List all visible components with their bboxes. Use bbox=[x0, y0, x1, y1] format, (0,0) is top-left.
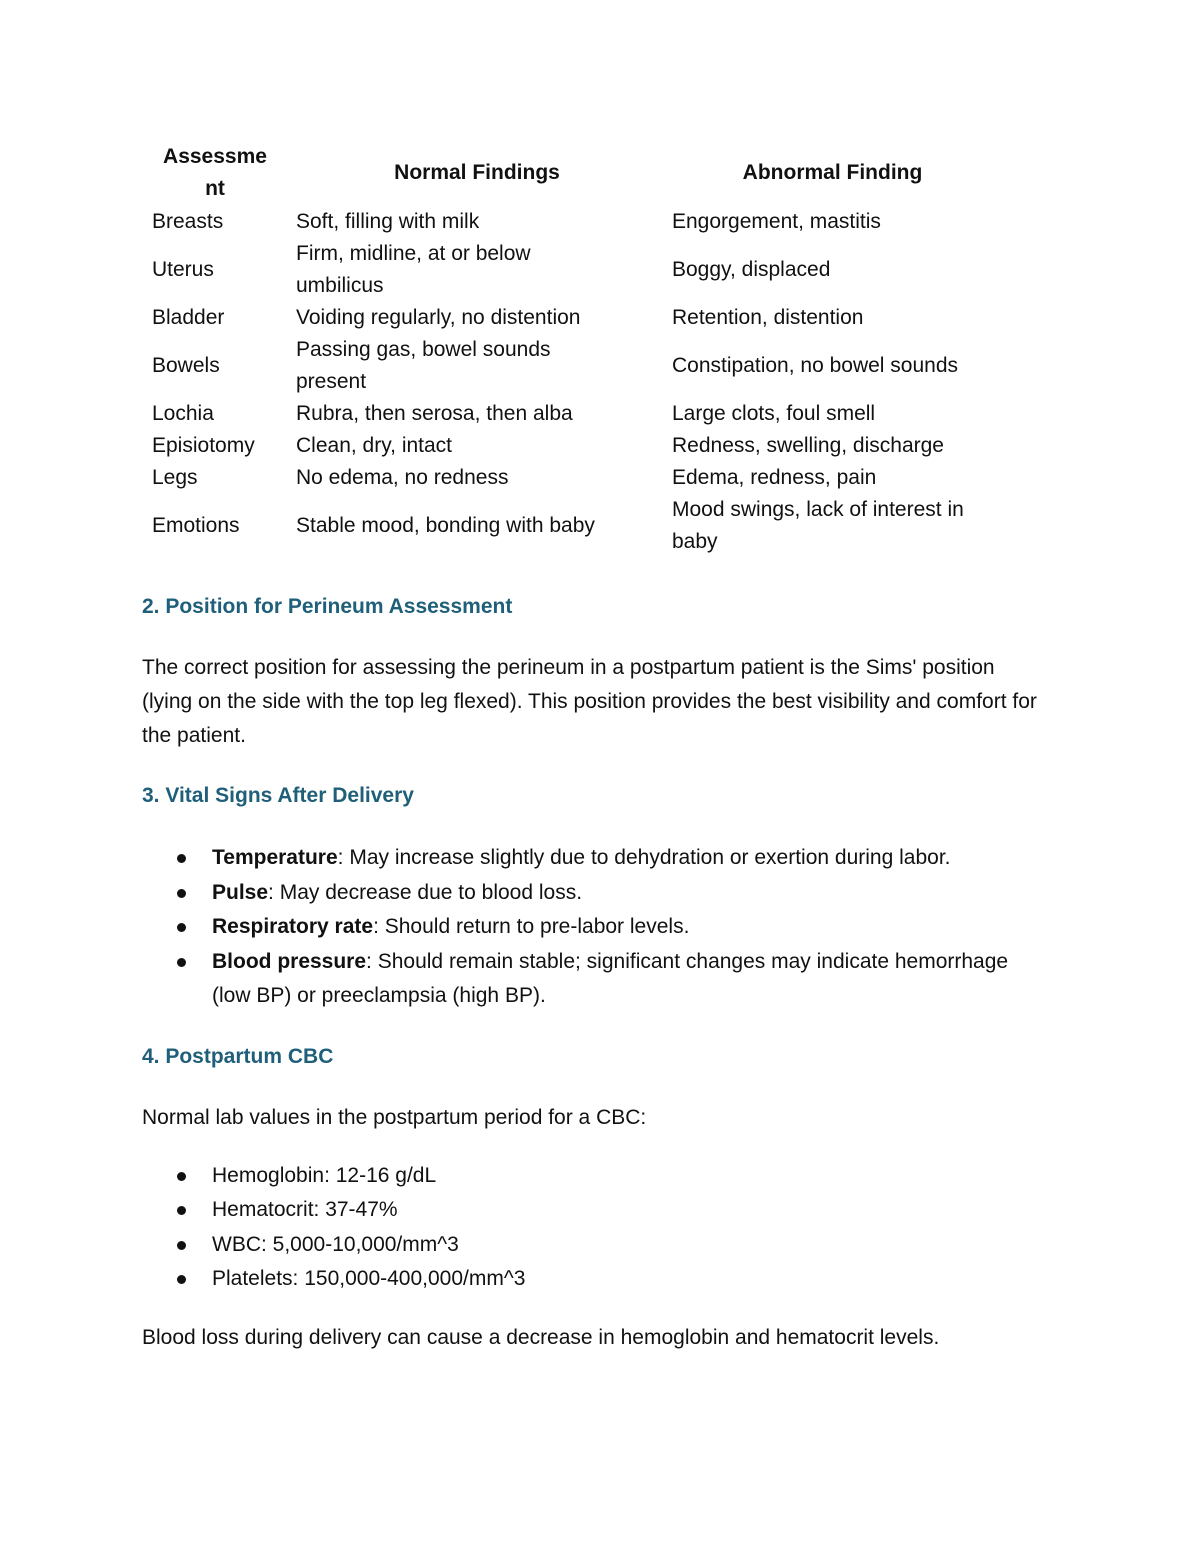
cell-abnormal: Retention, distention bbox=[672, 306, 864, 329]
cell-abnormal: Large clots, foul smell bbox=[672, 402, 876, 425]
list-item bbox=[142, 910, 1012, 945]
cell-abnormal: Edema, redness, pain bbox=[672, 466, 877, 489]
header-normal-findings: Normal Findings bbox=[394, 161, 560, 184]
list-item bbox=[142, 841, 1012, 876]
table-row bbox=[142, 206, 997, 238]
cell-normal: Rubra, then serosa, then alba bbox=[296, 402, 573, 425]
list-item bbox=[142, 1159, 1012, 1194]
cell-normal-text: Passing gas, bowel sounds present bbox=[296, 338, 551, 393]
list-item bbox=[142, 945, 1012, 1014]
cell-assessment: Bowels bbox=[152, 354, 220, 377]
table-header-row bbox=[142, 140, 997, 206]
table-row bbox=[142, 238, 997, 302]
cell-assessment: Legs bbox=[152, 466, 198, 489]
vital-signs-list bbox=[142, 841, 1042, 1014]
cell-normal: Stable mood, bonding with baby bbox=[296, 514, 595, 537]
bullet-icon bbox=[177, 1275, 186, 1284]
cell-assessment: Breasts bbox=[152, 210, 224, 233]
bullet-icon bbox=[177, 1241, 186, 1250]
cell-abnormal: Constipation, no bowel sounds bbox=[672, 354, 959, 377]
list-item-text: Platelets: 150,000-400,000/mm^3 bbox=[212, 1267, 526, 1290]
bullet-icon bbox=[177, 958, 186, 967]
cell-normal: Clean, dry, intact bbox=[296, 434, 453, 457]
section-heading-perineum: 2. Position for Perineum Assessment bbox=[142, 595, 513, 618]
cell-assessment: Episiotomy bbox=[152, 434, 255, 457]
document-page bbox=[142, 140, 1042, 1355]
list-item-term: Blood pressure bbox=[212, 949, 367, 973]
cell-normal bbox=[286, 334, 662, 398]
bullet-icon bbox=[177, 854, 186, 863]
paragraph-cbc-closing: Blood loss during delivery can cause a decrease in hemoglobin and hematocrit levels. bbox=[142, 1325, 940, 1349]
cell-abnormal: Engorgement, mastitis bbox=[672, 210, 881, 233]
cell-abnormal: Redness, swelling, discharge bbox=[672, 434, 944, 457]
list-item-text: Hemoglobin: 12-16 g/dL bbox=[212, 1163, 437, 1187]
assessment-table bbox=[142, 140, 997, 558]
bullet-icon bbox=[177, 923, 186, 932]
cell-normal: No edema, no redness bbox=[296, 466, 509, 489]
table-row bbox=[142, 430, 997, 462]
list-item bbox=[142, 1193, 1012, 1228]
cell-abnormal-text: Mood swings, lack of interest in baby bbox=[672, 498, 964, 553]
table-row bbox=[142, 334, 997, 398]
cell-assessment: Uterus bbox=[152, 258, 214, 281]
cell-assessment: Emotions bbox=[152, 514, 240, 537]
list-item-text: WBC: 5,000-10,000/mm^3 bbox=[212, 1232, 459, 1256]
header-assessment bbox=[142, 140, 286, 206]
table-row bbox=[142, 398, 997, 430]
list-item-desc: : May increase slightly due to dehydration or exertion during labor. bbox=[337, 846, 951, 869]
cell-abnormal: Boggy, displaced bbox=[672, 258, 831, 281]
section-heading-vital-signs: 3. Vital Signs After Delivery bbox=[142, 784, 414, 807]
cell-normal: Voiding regularly, no distention bbox=[296, 306, 581, 329]
cell-normal: Soft, filling with milk bbox=[296, 210, 480, 233]
cell-assessment: Bladder bbox=[152, 306, 225, 329]
bullet-icon bbox=[177, 889, 186, 898]
list-item-desc: : Should remain stable; significant changes may indicate hemorrhage (low BP) or preeclampsia (high BP). bbox=[212, 949, 1009, 1007]
cell-assessment: Lochia bbox=[152, 402, 214, 425]
cell-abnormal bbox=[662, 494, 997, 558]
list-item bbox=[142, 1228, 1012, 1263]
table-row bbox=[142, 494, 997, 558]
list-item-desc: : Should return to pre-labor levels. bbox=[373, 915, 690, 938]
bullet-icon bbox=[177, 1172, 186, 1181]
list-item bbox=[142, 1262, 1012, 1297]
list-item bbox=[142, 876, 1012, 911]
list-item-desc: : May decrease due to blood loss. bbox=[268, 880, 583, 904]
list-item-text: Hematocrit: 37-47% bbox=[212, 1198, 398, 1221]
table-row bbox=[142, 462, 997, 494]
list-item-term: Pulse bbox=[212, 880, 269, 904]
cbc-values-list bbox=[142, 1159, 1042, 1297]
header-assessment-line1: Assessme bbox=[163, 145, 267, 168]
list-item-term: Temperature bbox=[212, 846, 338, 869]
header-abnormal-finding: Abnormal Finding bbox=[742, 161, 923, 184]
paragraph-cbc-intro: Normal lab values in the postpartum period for a CBC: bbox=[142, 1105, 647, 1129]
bullet-icon bbox=[177, 1206, 186, 1215]
cell-normal-text: Firm, midline, at or below umbilicus bbox=[296, 242, 531, 297]
section-heading-cbc: 4. Postpartum CBC bbox=[142, 1044, 334, 1068]
list-item-term: Respiratory rate bbox=[212, 915, 374, 938]
header-assessment-line2: nt bbox=[205, 177, 225, 200]
paragraph-perineum: The correct position for assessing the perineum in a postpartum patient is the Sims' position (lying on the side with the top leg flexed). This position provides the best visibility and comfort for the patient. bbox=[142, 656, 1037, 747]
cell-normal bbox=[286, 238, 662, 302]
table-row bbox=[142, 302, 997, 334]
